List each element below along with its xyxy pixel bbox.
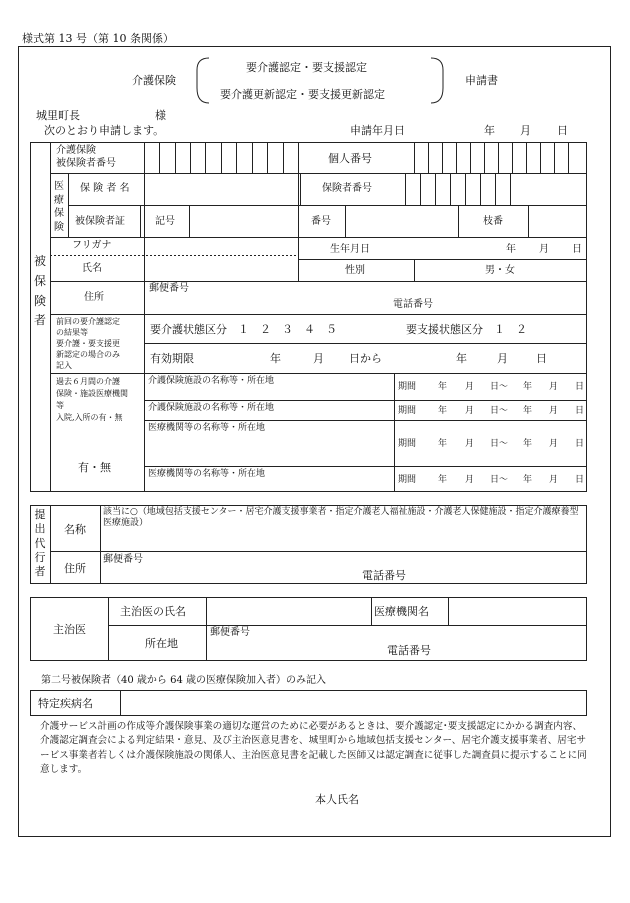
period-3-end-year: 年 xyxy=(523,439,533,449)
intro-text: 次のとおり申請します。 xyxy=(44,124,165,137)
period-1-tilde: 日～ xyxy=(490,382,509,392)
card-label: 被保険者証 xyxy=(75,216,125,227)
period-4-end-year: 年 xyxy=(523,475,533,485)
valid-to-month: 月 xyxy=(497,352,508,365)
agent-postal-label: 郵便番号 xyxy=(103,554,143,565)
agent-name-label: 名称 xyxy=(64,523,86,536)
application-type-option-1[interactable]: 要介護認定・要支援認定 xyxy=(246,61,367,74)
insurer-no-label: 保険者番号 xyxy=(322,183,372,194)
furigana-label: フリガナ xyxy=(72,240,112,251)
period-2-tilde: 日～ xyxy=(490,406,509,416)
facility-question-1: 過去６月間の介護 xyxy=(56,377,120,386)
hospital-name-label-1: 医療機関等の名称等・所在地 xyxy=(148,423,266,433)
symbol-label: 記号 xyxy=(155,216,175,227)
furigana-input[interactable] xyxy=(146,239,296,254)
prev-cert-note-1: 前回の要介護認定 xyxy=(56,317,120,326)
doctor-name-label: 主治医の氏名 xyxy=(120,605,186,618)
period-1-month: 月 xyxy=(465,382,475,392)
prev-cert-note-2: の結果等 xyxy=(56,328,88,337)
period-2-month: 月 xyxy=(465,406,475,416)
gender-choice[interactable]: 男・女 xyxy=(485,265,515,276)
consent-text: 介護サービス計画の作成等介護保険事業の適切な運営のために必要があるときは、要介護認定･要支援認定にかかる調査内容、介護認定調査会による判定結果・意見、及び主治医意見書を、城里町から地域包括支援センター、居宅介護支援事業者、居宅サービス事業者若しくは介護保険施設の関係人、主治医意見書を記載した医師又は認定調査に従事した調査員に提示することに同意します。 xyxy=(40,721,587,776)
institution-label: 医療機関名 xyxy=(374,605,429,618)
signature-label: 本人氏名 xyxy=(315,793,359,806)
addressee: 城里町長 xyxy=(36,109,80,122)
insurer-name-input[interactable] xyxy=(146,175,296,203)
name-label: 氏名 xyxy=(82,263,102,274)
birth-day-label: 日 xyxy=(572,244,582,255)
gender-label: 性別 xyxy=(345,265,365,276)
agent-address-label: 住所 xyxy=(64,562,86,575)
insured-phone-label: 電話番号 xyxy=(393,299,433,310)
period-1-end-month: 月 xyxy=(549,382,559,392)
period-4-year: 年 xyxy=(438,475,448,485)
addressee-honorific: 様 xyxy=(155,109,166,122)
facility-question-4: 入院,入所の有・無 xyxy=(56,413,123,422)
prev-cert-note-4: 新認定の場合のみ xyxy=(56,350,120,359)
prev-cert-note-3: 要介護・要支援更 xyxy=(56,339,120,348)
number-input[interactable] xyxy=(347,207,456,235)
doctor-location-label: 所在地 xyxy=(145,637,178,650)
valid-from-month: 月 xyxy=(313,352,324,365)
period-2-end-month: 月 xyxy=(549,406,559,416)
insurance-label: 介護保険 xyxy=(132,74,176,87)
agent-phone-label: 電話番号 xyxy=(362,569,406,582)
insurer-name-label: 保 険 者 名 xyxy=(80,183,130,194)
period-2-end-year: 年 xyxy=(523,406,533,416)
period-3-tilde: 日～ xyxy=(490,439,509,449)
form-number: 様式第 13 号（第 10 条関係） xyxy=(22,32,174,45)
disease-input[interactable] xyxy=(122,692,585,714)
number-label: 番号 xyxy=(311,216,331,227)
date-month-label: 月 xyxy=(520,124,531,137)
period-2-label: 期間 xyxy=(398,406,417,416)
address-label: 住所 xyxy=(84,292,104,303)
period-4-end-day: 日 xyxy=(575,475,585,485)
facility-question-3: 等 xyxy=(56,401,64,410)
care-level-choices[interactable]: 要介護状態区分 １ ２ ３ ４ ５ xyxy=(150,323,337,336)
doctor-side-label: 主治医 xyxy=(53,623,86,636)
birth-date-label: 生年月日 xyxy=(330,244,370,255)
period-1-end-year: 年 xyxy=(523,382,533,392)
doctor-postal-label: 郵便番号 xyxy=(210,627,250,638)
branch-label: 枝番 xyxy=(483,216,503,227)
valid-from-day: 日から xyxy=(349,352,382,365)
period-3-year: 年 xyxy=(438,439,448,449)
valid-to-year: 年 xyxy=(456,352,467,365)
period-3-end-day: 日 xyxy=(575,439,585,449)
period-1-end-day: 日 xyxy=(575,382,585,392)
period-2-end-day: 日 xyxy=(575,406,585,416)
period-4-month: 月 xyxy=(465,475,475,485)
doctor-name-input[interactable] xyxy=(208,599,369,623)
period-1-year: 年 xyxy=(438,382,448,392)
period-3-month: 月 xyxy=(465,439,475,449)
birth-year-label: 年 xyxy=(506,244,516,255)
valid-to-day: 日 xyxy=(536,352,547,365)
agent-side-label: 提出代行者 xyxy=(34,508,46,579)
medical-insurance-label: 医療保険 xyxy=(54,181,64,233)
application-label: 申請書 xyxy=(465,74,498,87)
agent-type-note[interactable]: 該当に○（地域包括支援センター・居宅介護支援事業者・指定介護老人福祉施設・介護老人保健施設・指定介護療養型医療施設） xyxy=(103,507,579,528)
insured-side-label: 被保険者 xyxy=(33,254,46,328)
hospital-name-label-2: 医療機関等の名称等・所在地 xyxy=(148,469,266,479)
personal-no-label: 個人番号 xyxy=(328,152,372,165)
period-2-year: 年 xyxy=(438,406,448,416)
valid-from-year: 年 xyxy=(270,352,281,365)
facility-name-label-1: 介護保険施設の名称等・所在地 xyxy=(148,376,275,386)
disease-label: 特定疾病名 xyxy=(38,697,93,710)
date-year-label: 年 xyxy=(484,124,495,137)
second-insured-note: 第二号被保険者（40 歳から 64 歳の医療保険加入者）のみ記入 xyxy=(41,675,326,686)
period-4-label: 期間 xyxy=(398,475,417,485)
period-3-label: 期間 xyxy=(398,439,417,449)
facility-question-2: 保険・施設医療機関 xyxy=(56,389,128,398)
facility-name-label-2: 介護保険施設の名称等・所在地 xyxy=(148,403,275,413)
period-3-end-month: 月 xyxy=(549,439,559,449)
support-level-choices[interactable]: 要支援状態区分 １ ２ xyxy=(406,323,527,336)
insured-no-label-line2: 被保険者番号 xyxy=(56,158,116,169)
period-4-end-month: 月 xyxy=(549,475,559,485)
insured-no-label-line1: 介護保険 xyxy=(56,145,96,156)
prev-cert-note-5: 記入 xyxy=(56,361,72,370)
date-day-label: 日 xyxy=(557,124,568,137)
period-1-label: 期間 xyxy=(398,382,417,392)
doctor-phone-label: 電話番号 xyxy=(387,644,431,657)
birth-month-label: 月 xyxy=(539,244,549,255)
period-4-tilde: 日～ xyxy=(490,475,509,485)
name-input[interactable] xyxy=(146,257,296,279)
application-date-label: 申請年月日 xyxy=(350,124,405,137)
valid-period-label: 有効期限 xyxy=(150,352,194,365)
application-type-option-2[interactable]: 要介護更新認定・要支援更新認定 xyxy=(220,88,385,101)
insured-postal-label: 郵便番号 xyxy=(149,283,189,294)
facility-yes-no-choice[interactable]: 有・無 xyxy=(78,461,111,474)
institution-input[interactable] xyxy=(450,599,585,623)
